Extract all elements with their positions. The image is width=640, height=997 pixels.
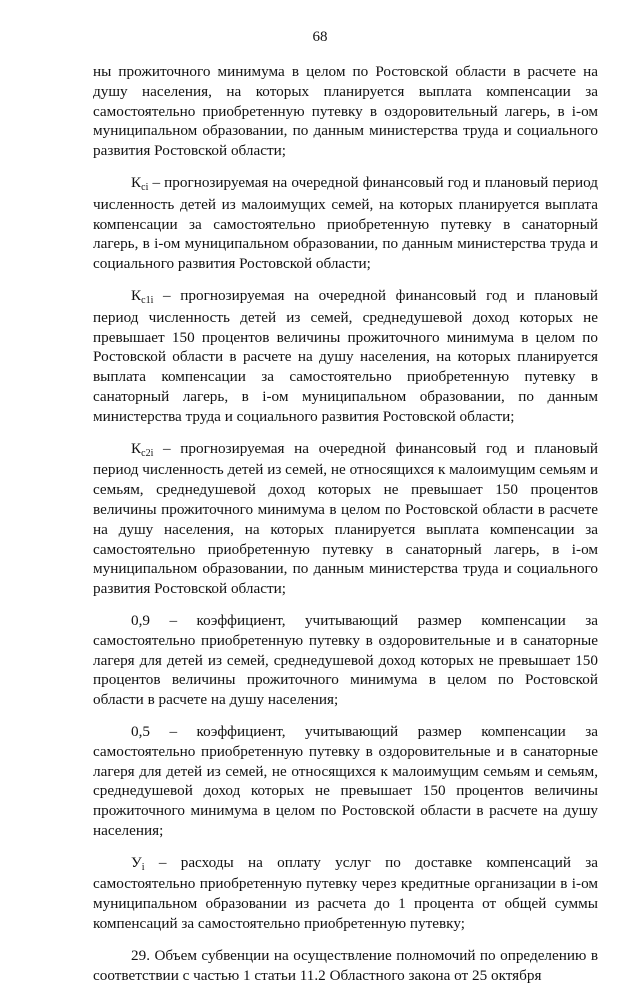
document-body: [93, 62, 598, 997]
paragraph-text: – расходы на оплату услуг по доставке компенсаций за самостоятельно приобретенную путевку через кредитные организации в i-ом муниципальном образовании из расчета до 1 процента от общей суммы компенсаций за самостоятельно приобретенную путевку;: [93, 853, 598, 933]
paragraph-continuation: [93, 62, 598, 161]
paragraph-item-29: [93, 946, 598, 986]
paragraph-text: 29. Объем субвенции на осуществление полномочий по определению в соответствии с частью 1 статьи 11.2 Областного закона от 25 октября: [93, 946, 598, 984]
variable-symbol: К: [131, 439, 142, 457]
page-number: 68: [312, 29, 328, 45]
paragraph-k-c2i: [93, 439, 598, 599]
variable-symbol: У: [131, 853, 142, 871]
variable-subscript: i: [141, 861, 145, 873]
variable-subscript: c2i: [141, 447, 154, 459]
paragraph-text: – прогнозируемая на очередной финансовый год и плановый период численность детей из малоимущих семей, на которых планируется выплата компенсации за самостоятельно приобретенную путевку в санаторный лагерь, в i-ом муниципальном образовании, по данным министерства труда и социального развития Ростовской области;: [93, 173, 598, 273]
paragraph-k-ci: [93, 173, 598, 274]
paragraph-text: – прогнозируемая на очередной финансовый год и плановый период численность детей из семей, не относящихся к малоимущим семьям и семьям, среднедушевой доход которых не превышает 150 процентов величины прожиточного минимума в целом по Ростовской области в расчете на душу населения, на которых планируется выплата компенсации за самостоятельно приобретенную путевку в санаторный лагерь, в i-ом муниципальном образовании, по данным министерства труда и социального развития Ростовской области;: [93, 439, 598, 598]
paragraph-u-i: [93, 853, 598, 934]
paragraph-text: – прогнозируемая на очередной финансовый год и плановый период численность детей из семей, среднедушевой доход которых не превышает 150 процентов величины прожиточного минимума в целом по Ростовской области в расчете на душу населения, на которых планируется выплата компенсации за самостоятельно приобретенную путевку в санаторный лагерь, в i-ом муниципальном образовании, по данным министерства труда и социального развития Ростовской области;: [93, 286, 598, 425]
paragraph-coefficient-09: [93, 611, 598, 710]
variable-subscript: ci: [141, 181, 149, 193]
variable-symbol: К: [131, 173, 142, 191]
paragraph-k-c1i: [93, 286, 598, 427]
paragraph-text: 0,9 – коэффициент, учитывающий размер компенсации за самостоятельно приобретенную путевку в оздоровительные и в санаторные лагеря для детей из семей, среднедушевой доход которых не превышает 150 процентов величины прожиточного минимума в целом по Ростовской области в расчете на душу населения;: [93, 611, 598, 709]
paragraph-text: 0,5 – коэффициент, учитывающий размер компенсации за самостоятельно приобретенную путевку в оздоровительные и в санаторные лагеря для детей из семей, не относящихся к малоимущим семьям и семьям, среднедушевой доход которых не превышает 150 процентов величины прожиточного минимума в целом по Ростовской области в расчете на душу населения;: [93, 722, 598, 839]
variable-symbol: К: [131, 286, 142, 304]
paragraph-coefficient-05: [93, 722, 598, 841]
variable-subscript: c1i: [141, 294, 154, 306]
paragraph-text: ны прожиточного минимума в целом по Ростовской области в расчете на душу населения, на которых планируется выплата компенсации за самостоятельно приобретенную путевку в оздоровительный лагерь, в i-ом муниципальном образовании, по данным министерства труда и социального развития Ростовской области;: [93, 63, 598, 160]
